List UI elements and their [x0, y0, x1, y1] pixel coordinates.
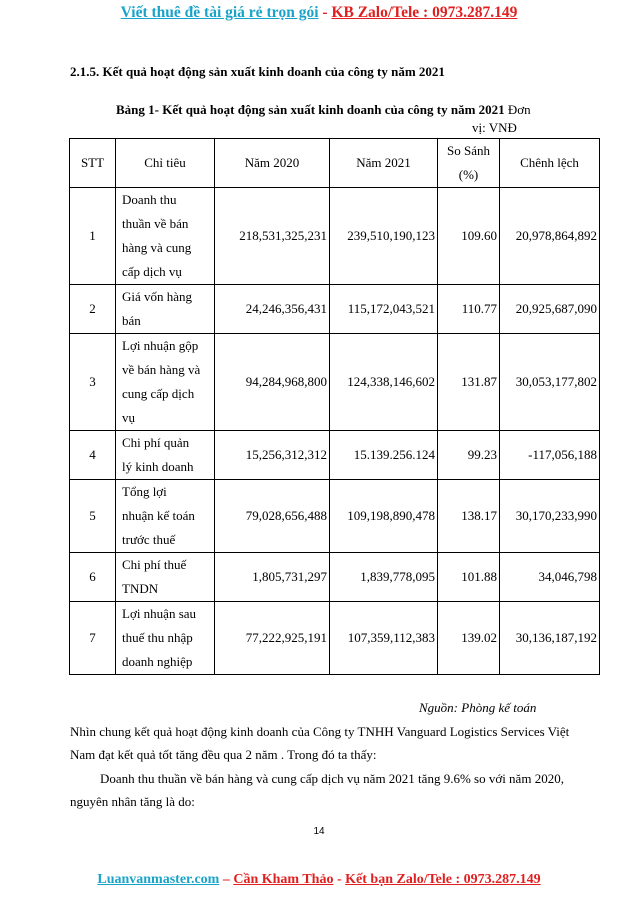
chi-tieu-line: thuế thu nhập: [122, 630, 193, 645]
chi-tieu-line: bán: [122, 313, 141, 328]
cell-so-sanh: 139.02: [438, 602, 500, 675]
cell-year-2021: 15.139.256.124: [330, 431, 438, 480]
table-row: [70, 480, 600, 553]
cell-stt: 5: [70, 480, 116, 553]
table-row: [70, 602, 600, 675]
header-year-2020: Năm 2020: [215, 139, 330, 188]
chi-tieu-line: Lợi nhuận sau: [122, 606, 197, 621]
cell-chenh-lech: 30,136,187,192: [500, 602, 600, 675]
page-footer-banner: [0, 872, 638, 888]
cell-stt: 2: [70, 285, 116, 334]
header-so-sanh-label: So Sánh: [447, 143, 490, 158]
cell-stt: 4: [70, 431, 116, 480]
chi-tieu-line: Chi phí thuế: [122, 557, 187, 572]
header-year-2021: Năm 2021: [330, 139, 438, 188]
cell-so-sanh: 101.88: [438, 553, 500, 602]
header-chenh-lech: Chênh lệch: [500, 139, 600, 188]
cell-stt: 7: [70, 602, 116, 675]
cell-chi-tieu: [116, 602, 215, 675]
header-stt: STT: [70, 139, 116, 188]
chi-tieu-line: thuần về bán: [122, 216, 189, 231]
chi-tieu-line: doanh nghiệp: [122, 654, 193, 669]
chi-tieu-line: vụ: [122, 410, 135, 425]
cell-chi-tieu: [116, 285, 215, 334]
cell-stt: 1: [70, 188, 116, 285]
section-title: 2.1.5. Kết quả hoạt động sản xuất kinh doanh của công ty năm 2021: [70, 64, 445, 79]
footer-site-link[interactable]: Luanvanmaster.com: [97, 872, 220, 887]
cell-chenh-lech: 30,170,233,990: [500, 480, 600, 553]
table-unit-part2: vị: VNĐ: [472, 120, 517, 135]
chi-tieu-line: nhuận kế toán: [122, 508, 195, 523]
page-number: 14: [313, 826, 325, 837]
table-row: [70, 553, 600, 602]
table-caption-title: Bảng 1- Kết quả hoạt động sản xuất kinh doanh của công ty năm 2021: [116, 102, 505, 117]
chi-tieu-line: lý kinh doanh: [122, 459, 194, 474]
cell-chenh-lech: 34,046,798: [500, 553, 600, 602]
page-header-banner: [0, 4, 638, 22]
cell-year-2020: 94,284,968,800: [215, 334, 330, 431]
cell-so-sanh: 138.17: [438, 480, 500, 553]
chi-tieu-line: hàng và cung: [122, 240, 192, 255]
chi-tieu-line: Tổng lợi: [122, 484, 167, 499]
table-row: [70, 431, 600, 480]
cell-so-sanh: 131.87: [438, 334, 500, 431]
table-source-note: Nguồn: Phòng kế toán: [419, 700, 537, 715]
cell-chi-tieu: [116, 553, 215, 602]
cell-year-2021: 239,510,190,123: [330, 188, 438, 285]
cell-chenh-lech: -117,056,188: [500, 431, 600, 480]
cell-chenh-lech: 30,053,177,802: [500, 334, 600, 431]
header-so-sanh-unit: (%): [458, 167, 479, 182]
footer-dash: –: [219, 872, 234, 887]
table-caption: [116, 102, 531, 118]
cell-year-2021: 109,198,890,478: [330, 480, 438, 553]
cell-chi-tieu: [116, 431, 215, 480]
cell-chi-tieu: [116, 480, 215, 553]
cell-year-2021: 1,839,778,095: [330, 553, 438, 602]
cell-stt: 6: [70, 553, 116, 602]
cell-year-2020: 1,805,731,297: [215, 553, 330, 602]
cell-chenh-lech: 20,978,864,892: [500, 188, 600, 285]
table-row: [70, 334, 600, 431]
cell-year-2020: 77,222,925,191: [215, 602, 330, 675]
cell-so-sanh: 99.23: [438, 431, 500, 480]
chi-tieu-line: TNDN: [122, 581, 159, 596]
chi-tieu-line: Doanh thu: [122, 192, 177, 207]
chi-tieu-line: trước thuế: [122, 532, 176, 547]
table-header-row: [70, 139, 600, 188]
cell-year-2020: 218,531,325,231: [215, 188, 330, 285]
header-chi-tieu: Chỉ tiêu: [116, 139, 215, 188]
footer-separator: -: [333, 872, 346, 887]
cell-year-2020: 15,256,312,312: [215, 431, 330, 480]
table-row: [70, 188, 600, 285]
chi-tieu-line: về bán hàng và: [122, 362, 201, 377]
body-paragraph-2: Doanh thu thuần về bán hàng và cung cấp dịch vụ năm 2021 tăng 9.6% so với năm 2020, nguyên nhân tăng là do:: [70, 771, 564, 809]
cell-so-sanh: 110.77: [438, 285, 500, 334]
table-unit-part1: Đơn: [507, 102, 531, 117]
header-service-link[interactable]: Viết thuê đề tài giá rẻ trọn gói: [120, 4, 319, 21]
header-contact-link[interactable]: KB Zalo/Tele : 0973.287.149: [331, 4, 518, 21]
cell-stt: 3: [70, 334, 116, 431]
footer-name-link[interactable]: Cần Kham Thảo: [233, 872, 334, 887]
cell-chenh-lech: 20,925,687,090: [500, 285, 600, 334]
cell-year-2021: 115,172,043,521: [330, 285, 438, 334]
cell-year-2021: 124,338,146,602: [330, 334, 438, 431]
results-table: [69, 138, 600, 675]
header-so-sanh: [438, 139, 500, 188]
cell-so-sanh: 109.60: [438, 188, 500, 285]
cell-year-2020: 79,028,656,488: [215, 480, 330, 553]
chi-tieu-line: Lợi nhuận gộp: [122, 338, 199, 353]
cell-year-2020: 24,246,356,431: [215, 285, 330, 334]
header-separator: -: [318, 4, 332, 21]
chi-tieu-line: cấp dịch vụ: [122, 264, 182, 279]
chi-tieu-line: cung cấp dịch: [122, 386, 195, 401]
table-row: [70, 285, 600, 334]
body-paragraph-1: Nhìn chung kết quả hoạt động kinh doanh của Công ty TNHH Vanguard Logistics Services Việt Nam đạt kết quả tốt tăng đều qua 2 năm . Trong đó ta thấy:: [70, 724, 570, 762]
cell-year-2021: 107,359,112,383: [330, 602, 438, 675]
footer-contact-link[interactable]: Kết bạn Zalo/Tele : 0973.287.149: [345, 872, 541, 887]
cell-chi-tieu: [116, 188, 215, 285]
cell-chi-tieu: [116, 334, 215, 431]
chi-tieu-line: Giá vốn hàng: [122, 289, 193, 304]
chi-tieu-line: Chi phí quản: [122, 435, 190, 450]
